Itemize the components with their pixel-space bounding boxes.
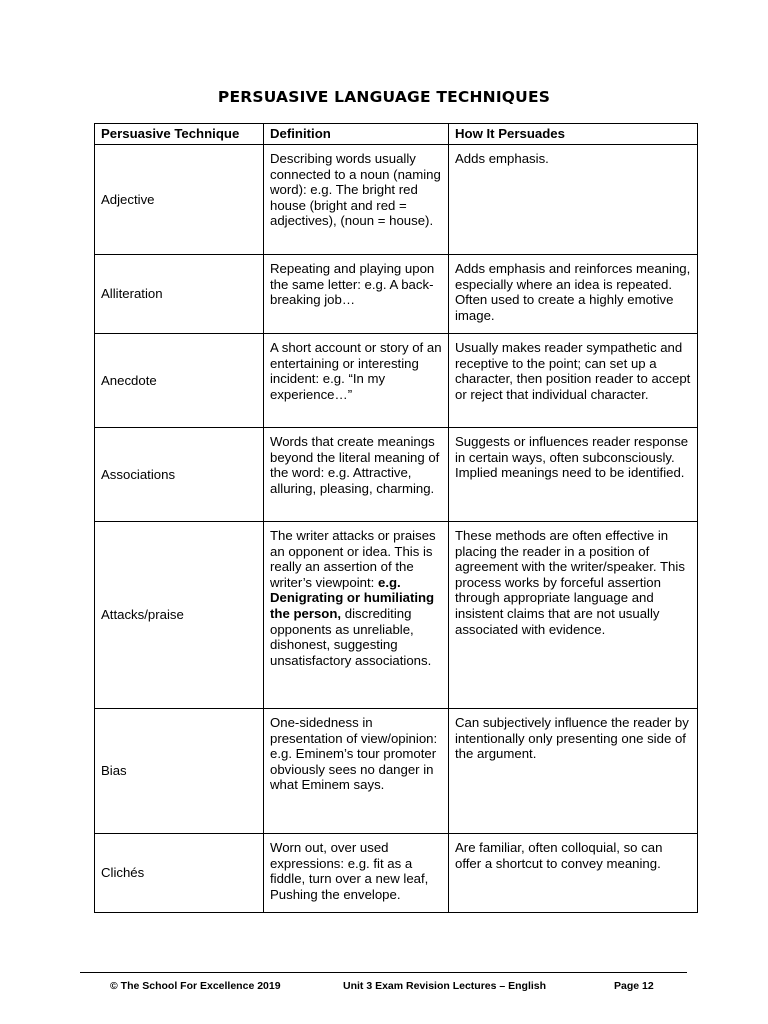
table-row — [95, 522, 698, 709]
table-row — [95, 834, 698, 913]
technique-persuasion: Adds emphasis. — [449, 145, 698, 255]
definition-text: The writer attacks or praises an opponent or idea. This is really an assertion of the writer’s viewpoint: — [270, 528, 436, 590]
definition-text: discrediting opponents as unreliable, dishonest, suggesting unsatisfactory associations. — [270, 605, 432, 668]
table-row — [95, 145, 698, 255]
technique-persuasion: Suggests or influences reader response in certain ways, often subconsciously. Implied meanings need to be identified. — [449, 428, 698, 522]
technique-name: Associations — [95, 428, 264, 522]
technique-name: Clichés — [95, 834, 264, 913]
technique-persuasion: Adds emphasis and reinforces meaning, especially where an idea is repeated. Often used to create a highly emotive image. — [449, 255, 698, 334]
table-row — [95, 255, 698, 334]
technique-definition: Repeating and playing upon the same letter: e.g. A back-breaking job… — [264, 255, 449, 334]
technique-definition: One-sidedness in presentation of view/opinion: e.g. Eminem’s tour promoter obviously sees no danger in what Eminem says. — [264, 709, 449, 834]
technique-name: Alliteration — [95, 255, 264, 334]
footer-course: Unit 3 Exam Revision Lectures – English — [343, 980, 547, 992]
table-header-row — [95, 124, 698, 145]
technique-definition: Worn out, over used expressions: e.g. fit as a fiddle, turn over a new leaf, Pushing the envelope. — [264, 834, 449, 913]
technique-name: Attacks/praise — [95, 522, 264, 709]
technique-persuasion: Can subjectively influence the reader by intentionally only presenting one side of the argument. — [449, 709, 698, 834]
table-row — [95, 334, 698, 428]
technique-name: Adjective — [95, 145, 264, 255]
technique-name: Bias — [95, 709, 264, 834]
technique-persuasion: Are familiar, often colloquial, so can offer a shortcut to convey meaning. — [449, 834, 698, 913]
footer-divider — [80, 972, 687, 973]
header-how-it-persuades: How It Persuades — [449, 124, 698, 145]
technique-definition: A short account or story of an entertaining or interesting incident: e.g. “In my experience…” — [264, 334, 449, 428]
header-technique: Persuasive Technique — [95, 124, 264, 145]
footer-copyright: © The School For Excellence 2019 — [110, 980, 281, 992]
technique-name: Anecdote — [95, 334, 264, 428]
technique-definition: Words that create meanings beyond the literal meaning of the word: e.g. Attractive, alluring, pleasing, charming. — [264, 428, 449, 522]
technique-persuasion: Usually makes reader sympathetic and receptive to the point; can set up a character, then position reader to accept or reject that individual character. — [449, 334, 698, 428]
page-title: PERSUASIVE LANGUAGE TECHNIQUES — [217, 88, 551, 106]
definition-example-bold: e.g. Denigrating or humiliating the person, — [270, 574, 435, 621]
footer-page-number: Page 12 — [614, 980, 654, 992]
technique-definition: Describing words usually connected to a noun (naming word): e.g. The bright red house (bright and red = adjectives), (noun = house). — [264, 145, 449, 255]
table-row — [95, 709, 698, 834]
header-definition: Definition — [264, 124, 449, 145]
techniques-table — [94, 123, 698, 913]
technique-persuasion: These methods are often effective in placing the reader in a position of agreement with the writer/speaker. This process works by forceful assertion through appropriate language and insistent claims that are not usually associated with evidence. — [449, 522, 698, 709]
table-row — [95, 428, 698, 522]
technique-definition — [264, 522, 449, 709]
